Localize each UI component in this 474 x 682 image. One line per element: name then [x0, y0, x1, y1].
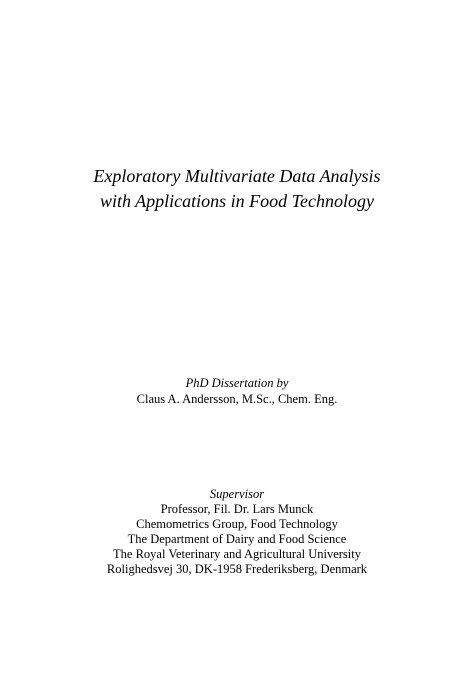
- title-line-1: Exploratory Multivariate Data Analysis: [93, 166, 381, 186]
- supervisor-block: [0, 487, 474, 577]
- supervisor-label: Supervisor: [209, 487, 265, 501]
- author-name: Claus A. Andersson, M.Sc., Chem. Eng.: [136, 392, 338, 406]
- title-block: [0, 164, 474, 214]
- supervisor-address: Rolighedsvej 30, DK-1958 Frederiksberg, Denmark: [106, 562, 368, 576]
- supervisor-name: Professor, Fil. Dr. Lars Munck: [160, 502, 314, 516]
- dissertation-block: [0, 376, 474, 407]
- dissertation-label: PhD Dissertation by: [185, 376, 289, 390]
- supervisor-university: The Royal Veterinary and Agricultural University: [113, 547, 361, 561]
- supervisor-department: The Department of Dairy and Food Science: [127, 532, 347, 546]
- supervisor-group: Chemometrics Group, Food Technology: [136, 517, 338, 531]
- title-line-2: with Applications in Food Technology: [100, 191, 374, 211]
